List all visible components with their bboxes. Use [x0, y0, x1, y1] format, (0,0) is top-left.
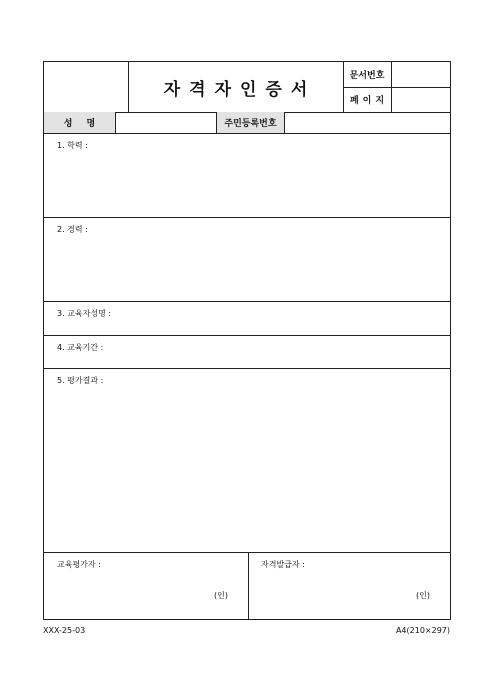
signature-row: [43, 553, 451, 620]
form-header: [43, 61, 451, 113]
education-section[interactable]: [43, 134, 451, 218]
evaluator-seal: (인): [214, 591, 228, 600]
doc-number-label: 문서번호: [343, 62, 392, 88]
page-label-text: 페이지: [349, 96, 389, 106]
logo-cell: [44, 62, 129, 112]
training-period-label: 4. 교육기간 :: [57, 343, 104, 352]
evaluation-result-label: 5. 평가결과 :: [57, 376, 104, 385]
page-label: [343, 87, 392, 112]
title-cell: [128, 62, 344, 112]
doc-number-field[interactable]: [391, 62, 450, 88]
training-period-section[interactable]: [43, 336, 451, 369]
education-label: 1. 학력 :: [57, 141, 88, 150]
form-code: XXX-25-03: [43, 626, 86, 635]
name-label: 성명: [44, 112, 116, 133]
identity-row: [43, 112, 451, 134]
issuer-cell[interactable]: [248, 553, 450, 619]
career-label: 2. 경력 :: [57, 225, 88, 234]
evaluator-label: 교육평가자 :: [57, 560, 101, 569]
trainer-name-label: 3. 교육자성명 :: [57, 309, 112, 318]
form-title: 자격자인증서: [163, 79, 317, 100]
page-field[interactable]: [391, 87, 450, 112]
evaluator-cell[interactable]: [44, 553, 249, 619]
rrn-label: 주민등록번호: [217, 112, 285, 133]
name-field[interactable]: [116, 112, 217, 133]
career-section[interactable]: [43, 218, 451, 302]
issuer-seal: (인): [416, 591, 430, 600]
rrn-field[interactable]: [285, 112, 450, 133]
issuer-label: 자격발급자 :: [261, 560, 305, 569]
trainer-name-section[interactable]: [43, 302, 451, 336]
paper-size: A4(210×297): [395, 626, 450, 635]
evaluation-result-section[interactable]: [43, 369, 451, 553]
